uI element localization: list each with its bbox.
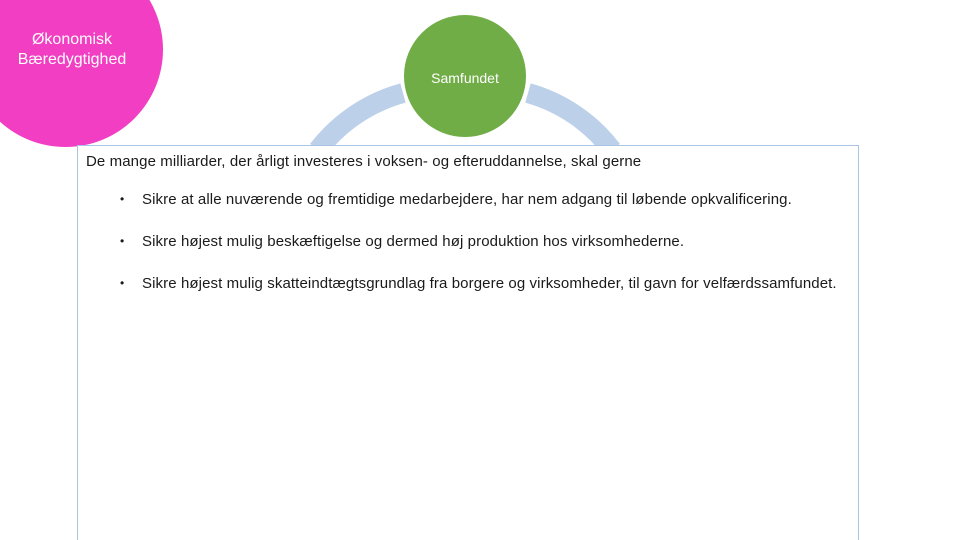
bullet-dot: •: [120, 234, 125, 248]
bullet-list: [86, 189, 850, 294]
bullet-item: [120, 189, 850, 210]
bullet-text: Sikre at alle nuværende og fremtidige medarbejdere, har nem adgang til løbende opkvalificering.: [142, 191, 792, 208]
bullet-dot: •: [120, 276, 125, 290]
bullet-item: [120, 231, 850, 252]
society-label: Samfundet: [431, 70, 499, 86]
economic-sustainability-label: Økonomisk Bæredygtighed: [17, 31, 127, 68]
bullet-item: [120, 273, 850, 294]
intro-text: De mange milliarder, der årligt investeres i voksen- og efteruddannelse, skal gerne: [86, 153, 642, 170]
bullet-text: Sikre højest mulig beskæftigelse og dermed høj produktion hos virksomhederne.: [142, 233, 685, 250]
bullet-dot: •: [120, 192, 125, 206]
content-textbox: [77, 145, 859, 540]
bullet-text: Sikre højest mulig skatteindtægtsgrundlag fra borgere og virksomheder, til gavn for velfærdssamfundet.: [142, 275, 837, 292]
right-connector-arc: [528, 93, 612, 150]
left-connector-arc: [318, 93, 403, 150]
